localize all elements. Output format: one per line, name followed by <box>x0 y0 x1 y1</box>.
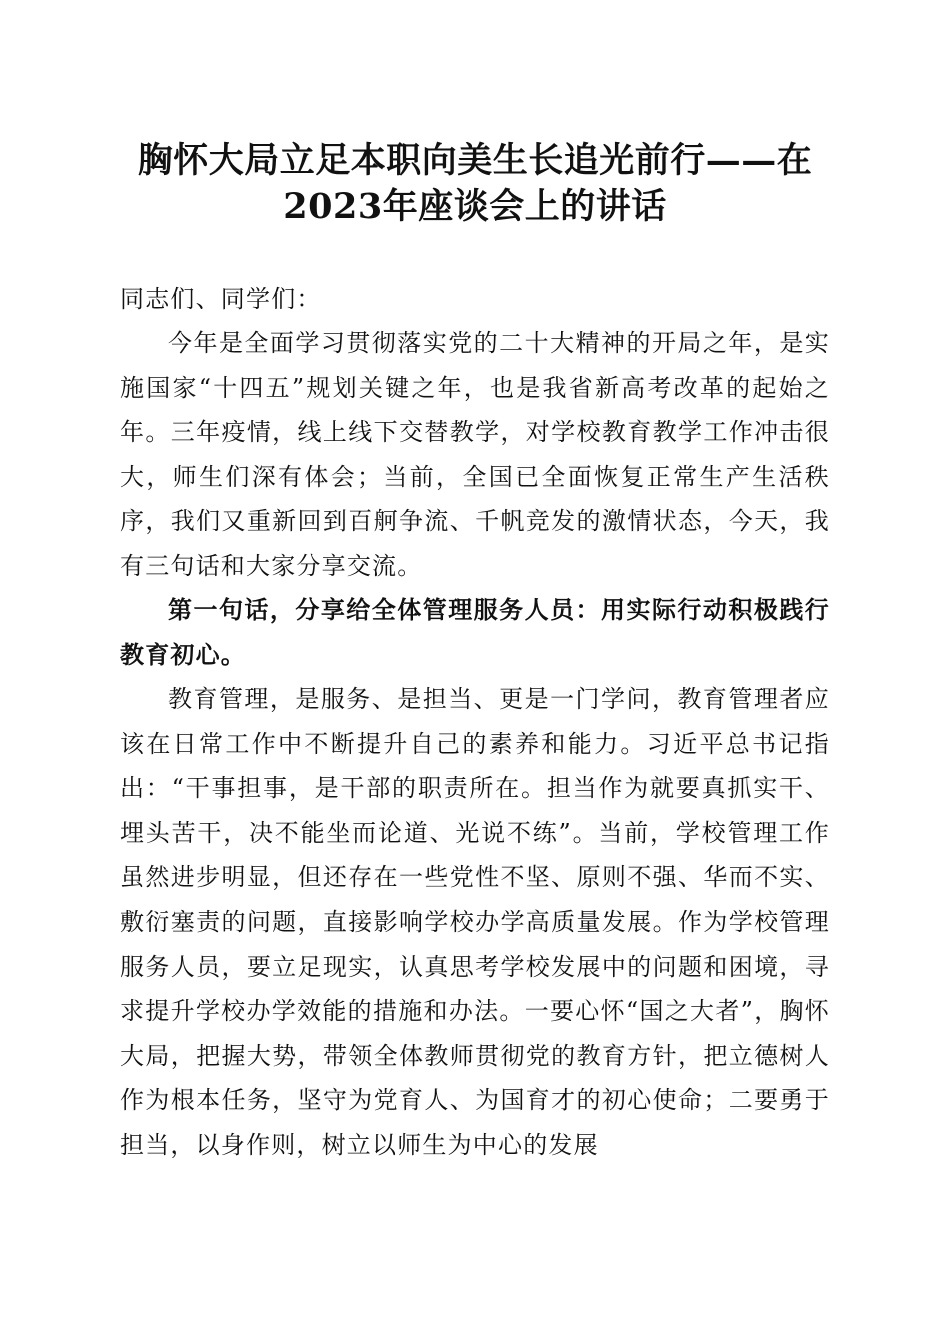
paragraph-management-body: 教育管理，是服务、是担当、更是一门学问，教育管理者应该在日常工作中不断提升自己的素养和能力。习近平总书记指出：“干事担事，是干部的职责所在。担当作为就要真抓实干、埋头苦干，决不能坐而论道、光说不练”。当前，学校管理工作虽然进步明显，但还存在一些党性不坚、原则不强、华而不实、敷衍塞责的问题，直接影响学校办学高质量发展。作为学校管理服务人员，要立足现实，认真思考学校发展中的问题和困境，寻求提升学校办学效能的措施和办法。一要心怀“国之大者”，胸怀大局，把握大势，带领全体教师贯彻党的教育方针，把立德树人作为根本任务，坚守为党育人、为国育才的初心使命；二要勇于担当，以身作则，树立以师生为中心的发展 <box>120 685 830 1159</box>
document-title-line-2: 2023年座谈会上的讲话 <box>283 186 667 227</box>
document-title-line-1: 胸怀大局立足本职向美生长追光前行——在 <box>137 140 813 181</box>
salutation: 同志们、同学们： <box>120 285 322 313</box>
paragraph-first-point-heading: 第一句话，分享给全体管理服务人员：用实际行动积极践行教育初心。 <box>120 595 830 669</box>
paragraph-opening: 今年是全面学习贯彻落实党的二十大精神的开局之年，是实施国家“十四五”规划关键之年，也是我省新高考改革的起始之年。三年疫情，线上线下交替教学，对学校教育教学工作冲击很大，师生们深有体会；当前，全国已全面恢复正常生产生活秩序，我们又重新回到百舸争流、千帆竞发的激情状态，今天，我有三句话和大家分享交流。 <box>120 329 830 580</box>
